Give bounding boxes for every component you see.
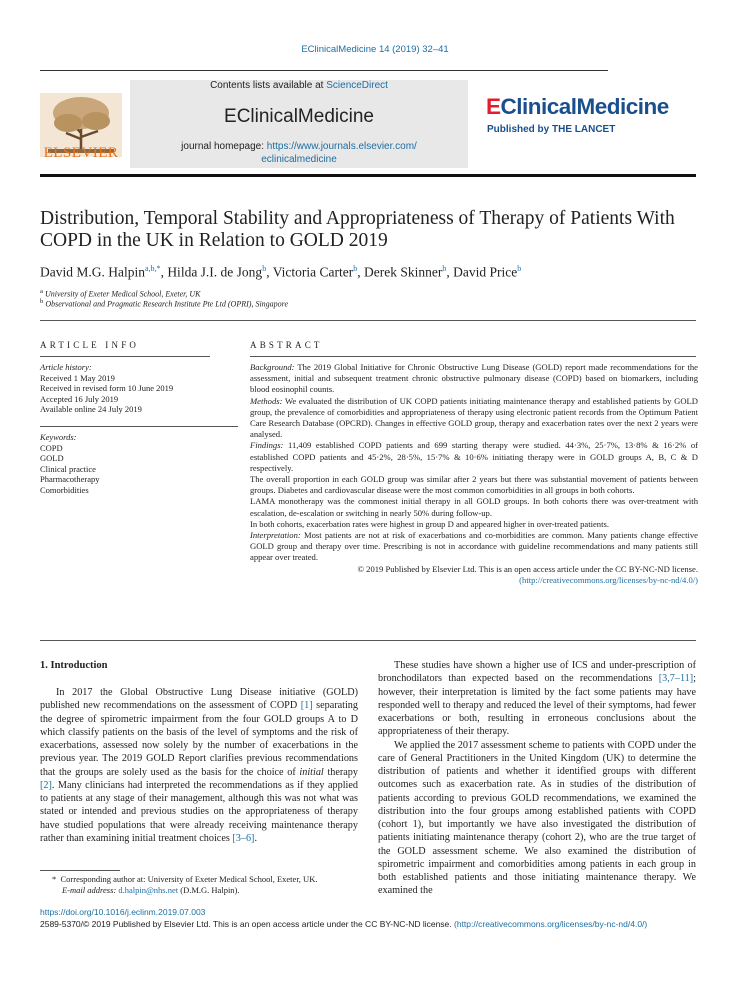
abstract-paragraph: The overall proportion in each GOLD group was similar after 2 years but there was substantial movement of patients between groups. Diabetes and cardiovascular disease were the most common comorbidities in all groups in both cohorts. <box>250 474 698 496</box>
abstract-copyright: © 2019 Published by Elsevier Ltd. This is an open access article under the CC BY-NC-ND license. <box>357 563 698 574</box>
affiliation-sup: b <box>40 298 44 305</box>
abstract-text: The 2019 Global Initiative for Chronic Obstructive Lung Disease (GOLD) report made recommendations for the assessment, initial and subsequent treatment chronic obstructive pulmonary disease (COPD) based on biomarkers, including blood eosinophil counts. <box>250 362 698 395</box>
body-text: ; however, their interpretation is limited by the fact some patients may have responded well to therapy and reduced the level of their symptoms, had fewer exacerbations or both, resulting in erroneous conclusions about the appropriateness of their therapy. <box>378 673 696 738</box>
email-link[interactable]: d.halpin@nhs.net <box>118 885 179 895</box>
body-column-left <box>40 686 358 845</box>
footnote-text: Corresponding author at: University of Exeter Medical School, Exeter, UK. <box>60 874 318 884</box>
body-column-right <box>378 659 696 898</box>
contents-line <box>130 80 468 91</box>
abstract-label: Interpretation: <box>250 530 301 541</box>
abstract-paragraph: In both cohorts, exacerbation rates were highest in group D and appeared higher in over-treated patients. <box>250 518 609 529</box>
history-label: Article history: <box>40 362 92 372</box>
abstract-label: Background: <box>250 362 295 372</box>
body-text: therapy <box>323 766 358 778</box>
keyword: Pharmacotherapy <box>40 474 100 484</box>
affiliation-text: University of Exeter Medical School, Exeter, UK <box>44 289 201 299</box>
homepage-link-part2[interactable]: eclinicalmedicine <box>261 154 337 165</box>
doi-link[interactable]: https://doi.org/10.1016/j.eclinm.2019.07.003 <box>40 907 206 917</box>
abstract-heading: ABSTRACT <box>250 340 323 350</box>
history-item: Available online 24 July 2019 <box>40 404 142 414</box>
author-sup[interactable]: b <box>517 264 522 273</box>
article-info-rule <box>40 356 210 357</box>
body-paragraph <box>378 659 696 739</box>
keyword: Clinical practice <box>40 463 96 474</box>
reference-link[interactable]: [2] <box>40 779 52 791</box>
footnote-rule <box>40 870 120 871</box>
abstract-background <box>250 362 698 396</box>
section-divider <box>40 320 696 321</box>
author-list: David M.G. Halpin$^{a,b,*}$, Hilda J.I. de Jong$^b$, Victoria Carter$^b$, Derek Skinner$^b$, David Price$^b$ <box>40 264 522 280</box>
keywords-block <box>40 432 240 495</box>
body-emphasis: initial <box>299 766 324 778</box>
introduction-heading: 1. Introduction <box>40 660 108 671</box>
footnote-email-line <box>52 885 372 896</box>
body-text: . Many clinicians had interpreted the recommendations as if they applied to patients at any stage of their management, although this was not what was stated or intended and previous studies on the appropriateness of therapy have studied populations that were already receiving maintenance therapy rather than examining initial treatment choices <box>40 779 358 844</box>
issn-line <box>40 919 720 929</box>
author-name[interactable]: Derek Skinner <box>363 264 443 280</box>
article-info-heading: ARTICLE INFO <box>40 340 140 350</box>
header-thick-rule <box>40 174 696 177</box>
keyword: GOLD <box>40 453 64 463</box>
footnote-corresponding <box>52 874 372 885</box>
article-history <box>40 362 240 415</box>
homepage-prefix: journal homepage: <box>181 141 267 152</box>
author-sup[interactable]: a,b,* <box>145 264 161 273</box>
brand-rest: ClinicalMedicine <box>500 94 669 119</box>
body-paragraph <box>40 686 358 845</box>
affiliation-b <box>40 298 288 309</box>
history-item: Received in revised form 10 June 2019 <box>40 383 174 393</box>
keyword: Comorbidities <box>40 484 89 495</box>
published-by-lancet: Published by THE LANCET <box>487 124 616 135</box>
corresponding-footnote <box>52 874 372 896</box>
body-text: separating the degree of spirometric impairment from the four GOLD groups A to D which classify patients on the basis of the level of symptoms and the risk of exacerbations, assessed now solely by the number of exacerbations in the previous year. The 2019 GOLD Report clarifies previous recommendations that the groups are solely used as the basis for the choice of <box>40 700 358 778</box>
abstract-paragraph: LAMA monotherapy was the commonest initial therapy in all GOLD groups. In both cohorts there was over-treatment with escalation, de-escalation or switching in nearly 50% during follow-up. <box>250 496 698 518</box>
abstract-rule <box>250 356 696 357</box>
article-title: Distribution, Temporal Stability and Appropriateness of Therapy of Patients With COPD in the UK in Relation to GOLD 2019 <box>40 208 675 251</box>
abstract-methods <box>250 396 698 441</box>
author-sup[interactable]: b <box>442 264 447 273</box>
author-name[interactable]: Victoria Carter <box>272 264 354 280</box>
license-link[interactable]: (http://creativecommons.org/licenses/by-nc-nd/4.0/) <box>519 574 698 585</box>
author-name[interactable]: Hilda J.I. de Jong <box>167 264 263 280</box>
footnote-star: * <box>52 874 57 884</box>
author-sup[interactable]: b <box>353 264 358 273</box>
footer-license-link[interactable]: (http://creativecommons.org/licenses/by-nc-nd/4.0/) <box>454 919 648 929</box>
journal-citation[interactable]: EClinicalMedicine 14 (2019) 32–41 <box>301 44 449 55</box>
header-rule <box>40 70 608 71</box>
journal-name: EClinicalMedicine <box>224 106 374 127</box>
affiliation-text: Observational and Pragmatic Research Institute Pte Ltd (OPRI), Singapore <box>45 299 289 309</box>
keyword: COPD <box>40 442 63 453</box>
author-name[interactable]: David M.G. Halpin <box>40 264 145 280</box>
issn-text: 2589-5370/© 2019 Published by Elsevier Ltd. This is an open access article under the CC BY-NC-ND license. <box>40 919 455 929</box>
body-paragraph: We applied the 2017 assessment scheme to patients with COPD under the care of General Practitioners in the United Kingdom (UK) to determine the distribution of patients and whether it identified groups with different outcomes such as exacerbation rate. As in studies of the distribution of patients according to previous GOLD recommendations, we examined the distribution into the four groups among established patients with COPD (cohort 1), but importantly we have also investigated the distribution of patients initiating maintenance therapy (cohort 2), who are the true target of the GOLD assessment scheme. We also examined the distribution of spirometric impairment and comorbidities among patients in each group in both established patients and those initiating maintenance therapy. We examined the <box>378 739 696 897</box>
reference-link[interactable]: [3,7–11] <box>658 673 694 685</box>
elsevier-wordmark: ELSEVIER <box>43 145 119 161</box>
body-text: These studies have shown a higher use of ICS and under-prescription of bronchodilators than expected based on the recommendations <box>378 660 696 685</box>
email-label: E-mail address: <box>62 885 117 895</box>
reference-link[interactable]: [3–6] <box>232 832 255 844</box>
section-divider <box>40 640 696 641</box>
author-name[interactable]: David Price <box>453 264 518 280</box>
reference-link[interactable]: [1] <box>300 700 313 712</box>
affiliation-sup: a <box>40 288 43 295</box>
history-item: Received 1 May 2019 <box>40 372 115 383</box>
abstract-label: Findings: <box>250 440 284 451</box>
abstract-license <box>250 575 698 586</box>
homepage-link-part1[interactable]: https://www.journals.elsevier.com/ <box>266 141 417 152</box>
body-text: . <box>254 832 257 844</box>
abstract-text: Most patients are not at risk of exacerbations and co-morbidities are common. Many patients change effective GOLD group and therapy over time. Prescribing is not in accordance with guideline recommendations and many patients still appear over treated. <box>250 530 698 563</box>
abstract-body <box>250 362 698 586</box>
brand-e: E <box>486 94 501 119</box>
author-sup[interactable]: b <box>262 264 267 273</box>
abstract-interpretation <box>250 530 698 564</box>
history-item: Accepted 16 July 2019 <box>40 393 119 404</box>
keywords-label: Keywords: <box>40 432 77 442</box>
abstract-label: Methods: <box>250 395 283 406</box>
abstract-text: We evaluated the distribution of UK COPD patients initiating maintenance therapy and established patients by GOLD group, the prevalence of comorbidities and appropriateness of therapy using electronic patient records from the Optimum Patient Care Research Database (OPCRD). Changes in effective GOLD group, therapy and exacerbation rates over the next 2 years were analysed. <box>250 395 698 440</box>
journal-homepage <box>130 140 468 166</box>
body-text: In 2017 the Global Obstructive Lung Disease initiative (GOLD) published new recommendations on the assessment of COPD <box>40 687 358 712</box>
eclinicalmedicine-logo <box>486 94 669 120</box>
keywords-rule <box>40 426 238 427</box>
abstract-text: 11,409 established COPD patients and 699 starting therapy were studied. 44·3%, 25·7%, 13·8% & 16·2% of established COPD patients and 45·2%, 28·5%, 15·7% & 10·6% initiating therapy were in GOLD groups A, B, C & D respectively. <box>250 440 698 473</box>
abstract-findings <box>250 440 698 474</box>
email-suffix: (D.M.G. Halpin). <box>178 885 240 895</box>
contents-prefix: Contents lists available at <box>210 80 327 91</box>
sciencedirect-link[interactable]: ScienceDirect <box>326 80 388 91</box>
